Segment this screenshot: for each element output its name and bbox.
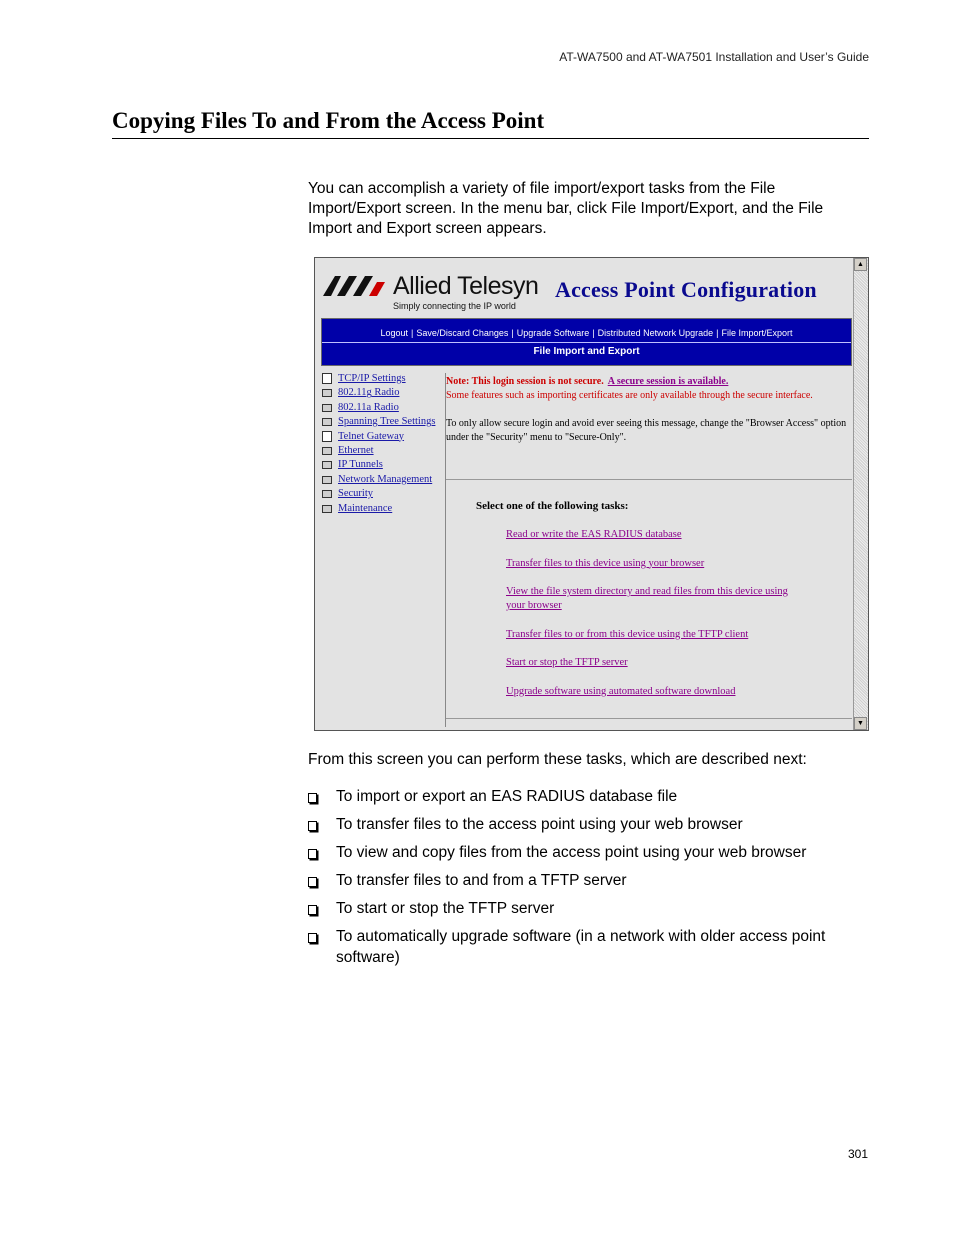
nav-item-80211g[interactable]: [321, 387, 445, 401]
folder-icon: [322, 461, 332, 469]
note-instruction: To only allow secure login and avoid ever seeing this message, change the "Browser Access" option under the "Security" menu to "Secure-Only".: [446, 418, 847, 443]
divider: [446, 479, 852, 480]
nav-item-spanning-tree[interactable]: [321, 416, 445, 430]
list-item: [308, 787, 868, 808]
checkbox-bullet-icon: [308, 905, 317, 915]
menu-divider: [322, 342, 851, 343]
folder-icon: [322, 447, 332, 455]
divider: [446, 718, 852, 719]
folder-icon: [322, 418, 332, 426]
nav-item-security[interactable]: [321, 488, 445, 502]
folder-icon: [322, 389, 332, 397]
list-item: [308, 843, 868, 864]
list-item-text: To start or stop the TFTP server: [336, 900, 555, 917]
nav-link[interactable]: Maintenance: [338, 502, 393, 514]
allied-telesyn-logo: [323, 272, 545, 314]
list-item: [308, 815, 868, 836]
list-item-text: To import or export an EAS RADIUS database file: [336, 788, 678, 805]
list-item-text: To view and copy files from the access point using your web browser: [336, 844, 807, 861]
nav-item-network-management[interactable]: [321, 474, 445, 488]
security-note: [446, 375, 851, 445]
intro-paragraph: You can accomplish a variety of file import/export tasks from the File Import/Export screen. In the menu bar, click File Import/Export, and the File Import and Export screen appears.: [308, 180, 824, 237]
task-link-browser-transfer[interactable]: Transfer files to this device using your browser: [506, 557, 705, 569]
nav-link[interactable]: TCP/IP Settings: [338, 373, 406, 384]
logo-name: Allied Telesyn: [393, 272, 539, 300]
logo-tagline: Simply connecting the IP world: [393, 301, 516, 311]
after-paragraph: From this screen you can perform these tasks, which are described next:: [308, 751, 807, 768]
menu-separator: |: [410, 328, 414, 338]
list-item: [308, 927, 868, 968]
nav-link[interactable]: Spanning Tree Settings: [338, 416, 436, 428]
nav-item-ip-tunnels[interactable]: [321, 459, 445, 473]
checkbox-bullet-icon: [308, 821, 317, 831]
task-links: [506, 528, 806, 713]
folder-icon: [322, 490, 332, 498]
list-item: [506, 628, 806, 642]
task-link-tftp-client[interactable]: Transfer files to or from this device using the TFTP client: [506, 628, 749, 640]
logo-mark-icon: [323, 276, 385, 296]
checkbox-bullet-icon: [308, 933, 317, 943]
checkbox-bullet-icon: [308, 793, 317, 803]
nav-item-telnet[interactable]: [321, 431, 445, 445]
menu-separator: |: [592, 328, 595, 338]
list-item: [506, 656, 806, 670]
app-title: Access Point Configuration: [555, 277, 817, 302]
note-detail: Some features such as importing certificates are only available through the secure interface.: [446, 390, 813, 401]
task-link-auto-upgrade[interactable]: Upgrade software using automated software download: [506, 685, 736, 697]
menu-bar: [321, 318, 852, 366]
list-item: [506, 528, 806, 542]
menu-item-file-import-export[interactable]: File Import/Export: [721, 328, 793, 338]
checkbox-bullet-icon: [308, 877, 317, 887]
browser-screenshot: [314, 257, 869, 731]
menu-item-upgrade-software[interactable]: Upgrade Software: [516, 328, 590, 338]
list-item: [506, 585, 806, 613]
nav-link[interactable]: 802.11g Radio: [338, 387, 400, 399]
note-label: Note: This login session is not secure.: [446, 376, 604, 387]
task-link-tftp-server[interactable]: Start or stop the TFTP server: [506, 657, 628, 668]
document-icon: [322, 431, 332, 442]
folder-icon: [322, 404, 332, 412]
nav-item-tcpip[interactable]: [321, 373, 445, 387]
nav-item-80211a[interactable]: [321, 402, 445, 416]
scroll-down-icon[interactable]: ▼: [854, 717, 867, 730]
list-item: [308, 899, 868, 920]
menu-separator: |: [716, 328, 719, 338]
nav-link[interactable]: Ethernet: [338, 444, 374, 456]
running-header: AT-WA7500 and AT-WA7501 Installation and User’s Guide: [559, 50, 869, 64]
scroll-up-icon[interactable]: ▲: [854, 258, 867, 271]
list-item-text: To transfer files to the access point using your web browser: [336, 816, 743, 833]
list-item-text: To transfer files to and from a TFTP server: [336, 872, 627, 889]
page-number: 301: [847, 1147, 868, 1161]
section-title: Copying Files To and From the Access Point: [112, 108, 869, 139]
task-list: [308, 787, 868, 976]
menu-links: [322, 328, 851, 338]
folder-icon: [322, 476, 332, 484]
list-item-text: To automatically upgrade software (in a network with older access point software): [336, 928, 826, 966]
menu-separator: |: [511, 328, 514, 338]
nav-link[interactable]: 802.11a Radio: [338, 401, 399, 413]
nav-link[interactable]: Telnet Gateway: [338, 430, 405, 442]
nav-link[interactable]: IP Tunnels: [338, 459, 383, 471]
menu-item-logout[interactable]: Logout: [380, 328, 408, 338]
nav-pane: [321, 373, 446, 727]
document-icon: [322, 373, 332, 384]
tasks-heading: Select one of the following tasks:: [476, 500, 629, 512]
menu-item-save-discard[interactable]: Save/Discard Changes: [416, 328, 509, 338]
list-item: [506, 685, 806, 699]
scrollbar[interactable]: [853, 258, 868, 730]
menu-item-distributed-upgrade[interactable]: Distributed Network Upgrade: [597, 328, 714, 338]
checkbox-bullet-icon: [308, 849, 317, 859]
nav-item-maintenance[interactable]: [321, 503, 445, 517]
page-heading: File Import and Export: [533, 346, 640, 357]
list-item: [308, 871, 868, 892]
nav-link[interactable]: Network Management: [338, 473, 433, 485]
nav-item-ethernet[interactable]: [321, 445, 445, 459]
nav-link[interactable]: Security: [338, 488, 373, 500]
task-link-view-files[interactable]: View the file system directory and read files from this device using your browser: [506, 586, 788, 611]
secure-session-link[interactable]: A secure session is available.: [607, 376, 729, 387]
task-link-radius[interactable]: Read or write the EAS RADIUS database: [506, 529, 682, 540]
list-item: [506, 557, 806, 571]
folder-icon: [322, 505, 332, 513]
